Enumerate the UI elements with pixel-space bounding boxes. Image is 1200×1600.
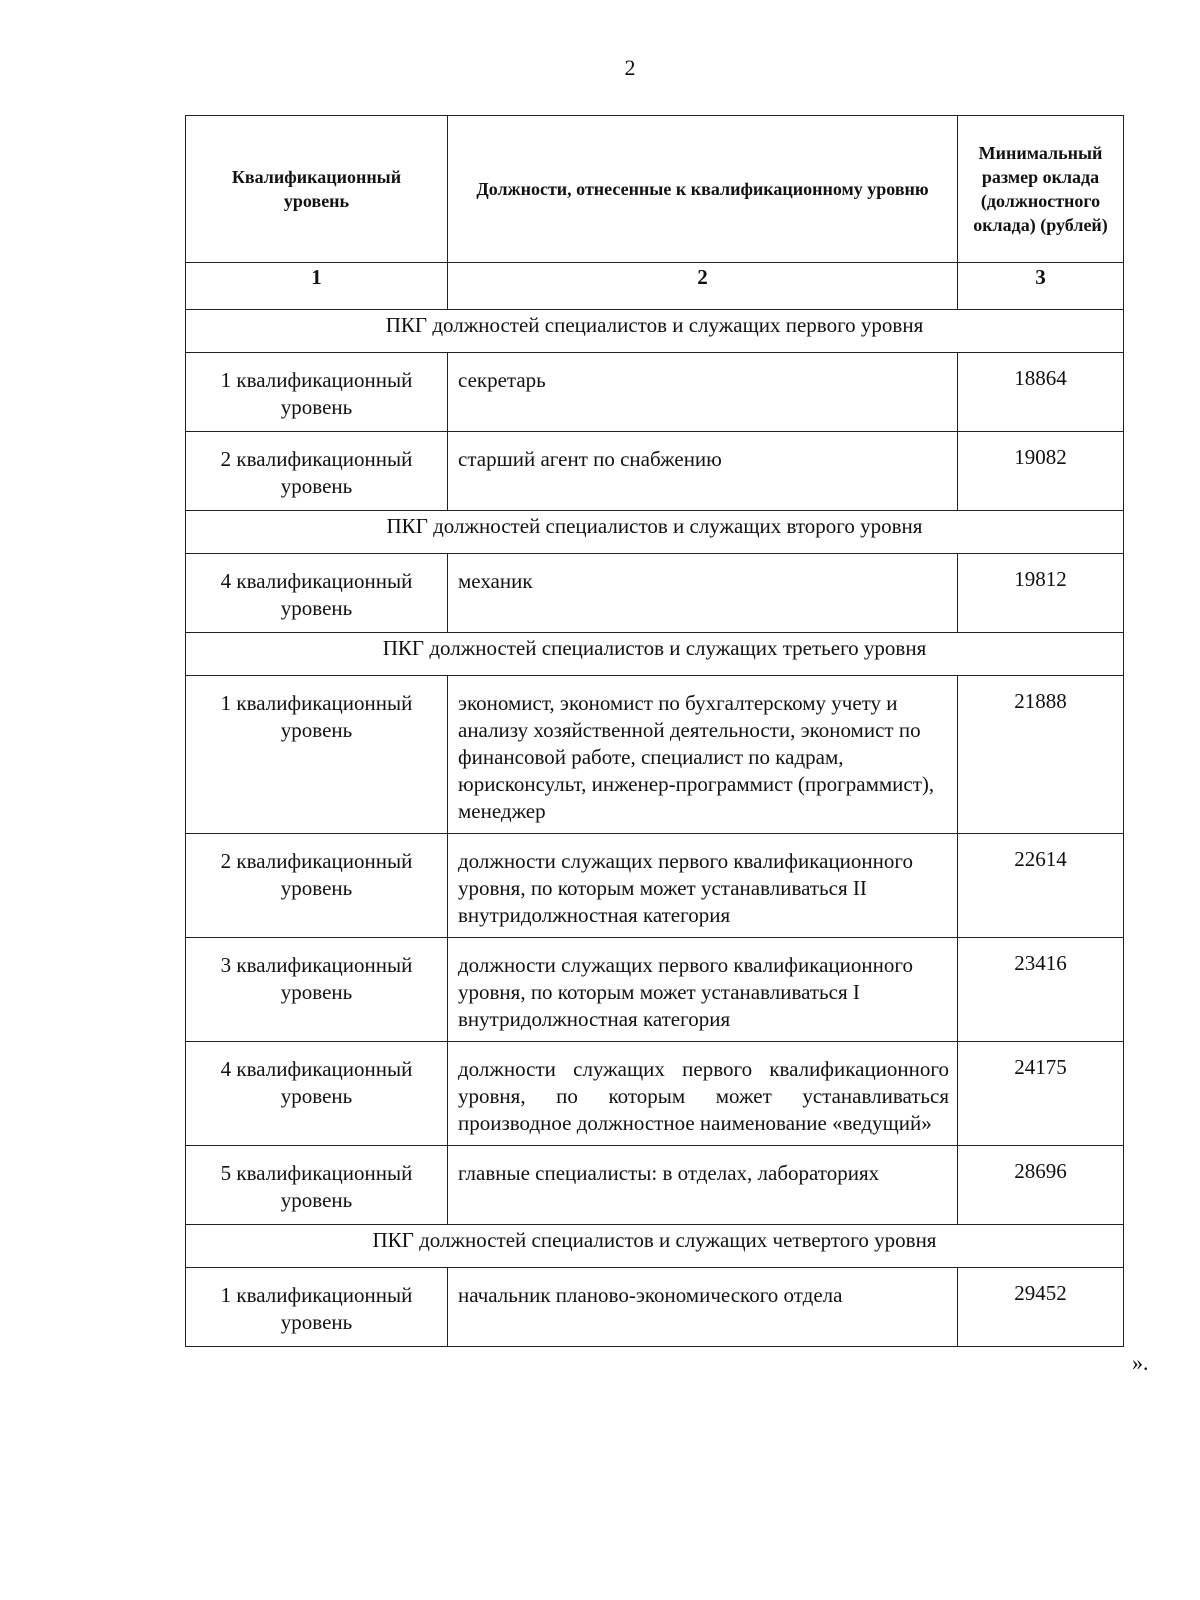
column-number: 2	[448, 263, 958, 310]
table-row	[186, 938, 1124, 1042]
table-row	[186, 1042, 1124, 1146]
level-cell: 2 квалификационный уровень	[186, 432, 448, 511]
positions-cell: механик	[448, 554, 958, 633]
positions-cell: должности служащих первого квалификационного уровня, по которым может устанавливаться I внутридолжностная категория	[448, 938, 958, 1042]
salary-cell: 24175	[958, 1042, 1124, 1146]
group-row	[186, 310, 1124, 353]
salary-cell: 21888	[958, 676, 1124, 834]
salary-cell: 28696	[958, 1146, 1124, 1225]
group-title: ПКГ должностей специалистов и служащих третьего уровня	[186, 633, 1124, 676]
positions-cell: главные специалисты: в отделах, лабораториях	[448, 1146, 958, 1225]
level-cell: 2 квалификационный уровень	[186, 834, 448, 938]
table-row	[186, 1268, 1124, 1347]
salary-cell: 29452	[958, 1268, 1124, 1347]
salary-table	[185, 115, 1124, 1347]
level-cell: 3 квалификационный уровень	[186, 938, 448, 1042]
positions-cell: секретарь	[448, 353, 958, 432]
salary-cell: 23416	[958, 938, 1124, 1042]
salary-cell: 19082	[958, 432, 1124, 511]
positions-cell: экономист, экономист по бухгалтерскому учету и анализу хозяйственной деятельности, экономист по финансовой работе, специалист по кадрам, юрисконсульт, инженер-программист (программист), менеджер	[448, 676, 958, 834]
table-row	[186, 1146, 1124, 1225]
group-row	[186, 511, 1124, 554]
positions-cell: начальник планово-экономического отдела	[448, 1268, 958, 1347]
salary-cell: 22614	[958, 834, 1124, 938]
table-row	[186, 834, 1124, 938]
table-row	[186, 432, 1124, 511]
positions-cell: должности служащих первого квалификационного уровня, по которым может устанавливаться производное должностное наименование «ведущий»	[448, 1042, 958, 1146]
salary-cell: 18864	[958, 353, 1124, 432]
level-cell: 1 квалификационный уровень	[186, 676, 448, 834]
page-number: 2	[624, 55, 636, 80]
header-positions: Должности, отнесенные к квалификационному уровню	[448, 116, 958, 263]
positions-cell: должности служащих первого квалификационного уровня, по которым может устанавливаться II внутридолжностная категория	[448, 834, 958, 938]
group-row	[186, 1225, 1124, 1268]
header-level: Квалификационный уровень	[186, 116, 448, 263]
group-title: ПКГ должностей специалистов и служащих второго уровня	[186, 511, 1124, 554]
level-cell: 1 квалификационный уровень	[186, 1268, 448, 1347]
group-row	[186, 633, 1124, 676]
header-row	[186, 116, 1124, 263]
level-cell: 4 квалификационный уровень	[186, 1042, 448, 1146]
table-row	[186, 676, 1124, 834]
closing-quote-mark: ».	[1132, 1350, 1149, 1375]
column-number: 3	[958, 263, 1124, 310]
level-cell: 5 квалификационный уровень	[186, 1146, 448, 1225]
header-salary: Минимальный размер оклада (должностного оклада) (рублей)	[958, 116, 1124, 263]
group-title: ПКГ должностей специалистов и служащих четвертого уровня	[186, 1225, 1124, 1268]
level-cell: 1 квалификационный уровень	[186, 353, 448, 432]
column-number-row	[186, 263, 1124, 310]
level-cell: 4 квалификационный уровень	[186, 554, 448, 633]
group-title: ПКГ должностей специалистов и служащих первого уровня	[186, 310, 1124, 353]
column-number: 1	[186, 263, 448, 310]
table-row	[186, 554, 1124, 633]
table-row	[186, 353, 1124, 432]
positions-cell: старший агент по снабжению	[448, 432, 958, 511]
salary-cell: 19812	[958, 554, 1124, 633]
